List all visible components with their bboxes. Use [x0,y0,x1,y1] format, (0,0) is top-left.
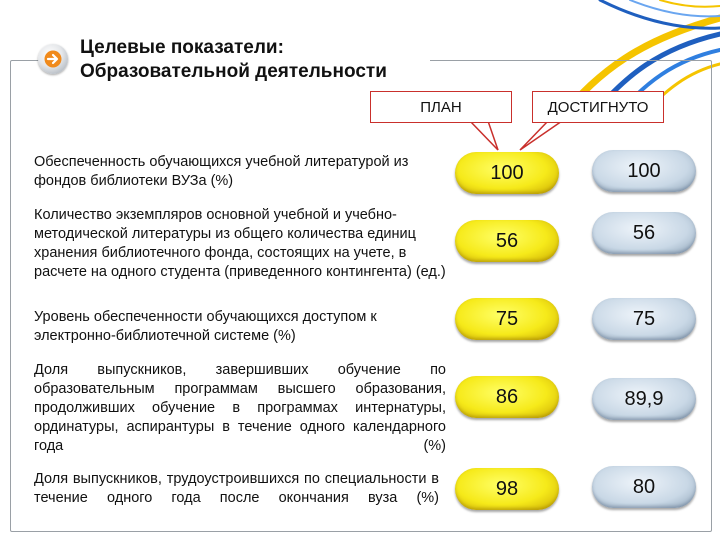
achieved-value: 56 [592,212,696,254]
achieved-value: 100 [592,150,696,192]
plan-value: 100 [455,152,559,194]
plan-column-header: ПЛАН [370,91,512,123]
callout-tails [0,0,720,160]
page-title: Целевые показатели: Образовательной деятельности [80,37,387,82]
indicator-text: Обеспеченность обучающихся учебной литературой из фондов библиотеки ВУЗа (%) [34,154,409,189]
indicator-text: Количество экземпляров основной учебной и учебно-методической литературы из общего количества единиц хранения библиотечного фонда, состоящих на учете, в расчете на одного студента (приведенного контингента) (ед.) [34,207,446,280]
achieved-value: 80 [592,466,696,508]
plan-value: 98 [455,468,559,510]
indicator-text: Доля выпускников, трудоустроившихся по специальности в течение одного года после окончания вуза (%) [34,471,439,506]
indicator-text: Уровень обеспеченности обучающихся доступом к электронно-библиотечной системе (%) [34,309,377,344]
plan-value: 56 [455,220,559,262]
achieved-value: 75 [592,298,696,340]
indicator-text: Доля выпускников, завершивших обучение по образовательным программам высшего образования, продолживших обучение в программах интернатуры, ординатуры, аспирантуры в течение одного календарного года (%) [34,362,446,454]
plan-value: 75 [455,298,559,340]
achieved-value: 89,9 [592,378,696,420]
plan-value: 86 [455,376,559,418]
achieved-column-header: ДОСТИГНУТО [532,91,664,123]
